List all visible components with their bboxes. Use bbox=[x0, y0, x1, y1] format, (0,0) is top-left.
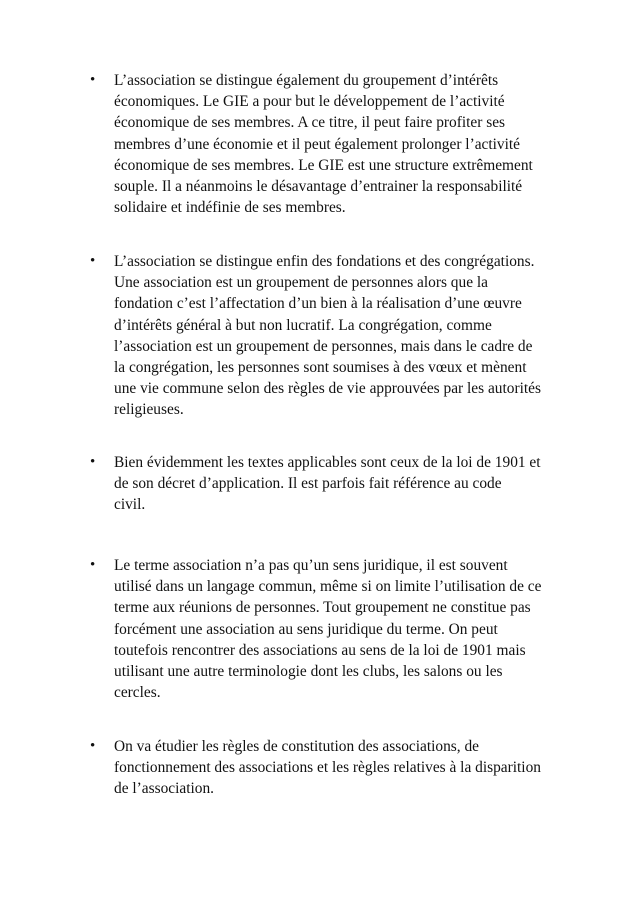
text-line: L’association se distingue enfin des fondations et des congrégations. bbox=[114, 253, 535, 270]
text-line: fonctionnement des associations et les règles relatives à la disparition bbox=[114, 759, 541, 777]
text-line: économique de ses membres. A ce titre, il peut faire profiter ses bbox=[114, 114, 506, 132]
text-line: économiques. Le GIE a pour but le développement de l’activité bbox=[114, 93, 505, 111]
text-line: utilisé dans un langage commun, même si on limite l’utilisation de ce bbox=[114, 578, 542, 596]
paragraph-terme bbox=[114, 555, 570, 703]
text-line: terme aux réunions de personnes. Tout groupement ne constitue pas bbox=[114, 599, 531, 617]
text-line: une vie commune selon des règles de vie approuvées par les autorités bbox=[114, 380, 541, 398]
text-line: Bien évidemment les textes applicables sont ceux de la loi de 1901 et bbox=[114, 454, 541, 471]
text-line: toutefois rencontrer des associations au sens de la loi de 1901 mais bbox=[114, 641, 526, 659]
text-line: économique de ses membres. Le GIE est une structure extrêmement bbox=[114, 156, 533, 174]
paragraph-fondations bbox=[114, 251, 570, 421]
bullet-icon: • bbox=[90, 253, 96, 269]
text-line: cercles. bbox=[114, 684, 161, 702]
text-line: souple. Il a néanmoins le désavantage d’entrainer la responsabilité bbox=[114, 177, 523, 195]
text-line: forcément une association au sens juridique du terme. On peut bbox=[114, 620, 498, 638]
bullet-icon: • bbox=[90, 454, 96, 470]
paragraph-gie bbox=[114, 70, 570, 218]
text-line: Le terme association n’a pas qu’un sens juridique, il est souvent bbox=[114, 557, 508, 574]
text-line: l’association est un groupement de personnes, mais dans le cadre de bbox=[114, 337, 533, 355]
text-line: utilisant une autre terminologie dont les clubs, les salons ou les bbox=[114, 662, 503, 680]
text-line: membres d’une économie et il peut également prolonger l’activité bbox=[114, 135, 520, 153]
paragraph-regles bbox=[114, 736, 570, 800]
bullet-icon: • bbox=[90, 557, 96, 573]
text-line: de son décret d’application. Il est parfois fait référence au code bbox=[114, 475, 502, 493]
paragraph-textes bbox=[114, 452, 570, 516]
text-line: d’intérêts général à but non lucratif. La congrégation, comme bbox=[114, 316, 492, 334]
text-line: fondation c’est l’affectation d’un bien à la réalisation d’une œuvre bbox=[114, 295, 522, 313]
text-line: de l’association. bbox=[114, 780, 215, 798]
text-line: Une association est un groupement de personnes alors que la bbox=[114, 274, 488, 292]
text-line: civil. bbox=[114, 496, 146, 514]
text-line: L’association se distingue également du groupement d’intérêts bbox=[114, 72, 499, 89]
text-line: religieuses. bbox=[114, 401, 184, 419]
text-line: la congrégation, les personnes sont soumises à des vœux et mènent bbox=[114, 358, 527, 376]
text-line: solidaire et indéfinie de ses membres. bbox=[114, 199, 346, 217]
bullet-icon: • bbox=[90, 738, 96, 754]
text-line: On va étudier les règles de constitution des associations, de bbox=[114, 738, 480, 755]
bullet-icon: • bbox=[90, 72, 96, 88]
